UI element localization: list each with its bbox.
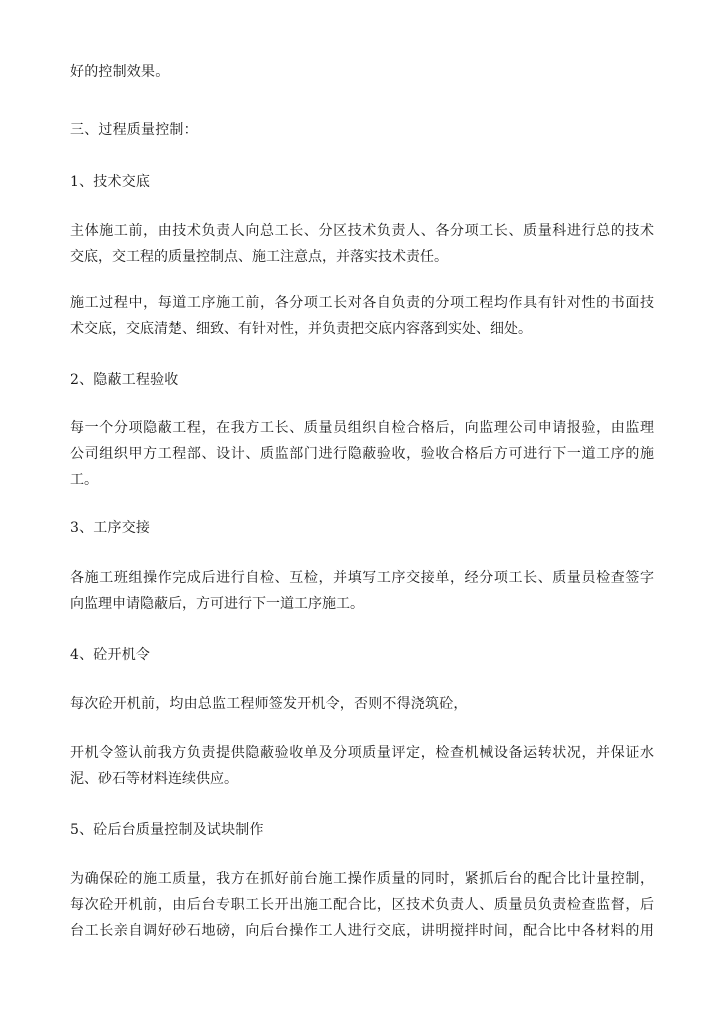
subheading-technical-disclosure: 1、技术交底	[70, 174, 151, 190]
paragraph-line: 向监理申请隐蔽后，方可进行下一道工序施工。	[70, 596, 364, 612]
paragraph-line: 泥、砂石等材料连续供应。	[70, 771, 238, 787]
paragraph-line: 交底，交工程的质量控制点、施工注意点，并落实技术责任。	[70, 249, 448, 265]
subheading-backstage-quality-control: 5、砼后台质量控制及试块制作	[70, 822, 264, 838]
paragraph-process-handover	[70, 565, 654, 617]
paragraph-concrete-start-order-1: 每次砼开机前，均由总监工程师签发开机令，否则不得浇筑砼，	[70, 696, 468, 712]
paragraph-line: 术交底，交底清楚、细致、有针对性，并负责把交底内容落到实处、细处。	[70, 321, 532, 337]
paragraph-line: 为确保砼的施工质量，我方在抓好前台施工操作质量的同时，紧抓后台的配合比计量控制，	[70, 871, 654, 887]
paragraph-line: 各施工班组操作完成后进行自检、互检，并填写工序交接单，经分项工长、质量员检查签字	[70, 570, 654, 586]
paragraph-line: 施工过程中，每道工序施工前，各分项工长对各自负责的分项工程均作具有针对性的书面技	[70, 295, 654, 311]
paragraph-technical-disclosure-1	[70, 218, 654, 270]
paragraph-technical-disclosure-2	[70, 290, 654, 342]
paragraph-line: 开机令签认前我方负责提供隐蔽验收单及分项质量评定，检查机械设备运转状况，并保证水	[70, 745, 654, 761]
paragraph-backstage-quality-control	[70, 866, 654, 944]
paragraph-line: 每一个分项隐蔽工程，在我方工长、质量员组织自检合格后，向监理公司申请报验，由监理	[70, 420, 654, 436]
paragraph-line: 每次砼开机前，由后台专职工长开出施工配合比，区技术负责人、质量员负责检查监督，后	[70, 897, 654, 913]
paragraph-concealed-work-acceptance	[70, 415, 654, 493]
paragraph-line: 主体施工前，由技术负责人向总工长、分区技术负责人、各分项工长、质量科进行总的技术	[70, 223, 654, 239]
paragraph-concrete-start-order-2	[70, 740, 654, 792]
subheading-concrete-start-order: 4、砼开机令	[70, 647, 151, 663]
paragraph-line: 台工长亲自调好砂石地磅，向后台操作工人进行交底，讲明搅拌时间，配合比中各材料的用	[70, 923, 654, 939]
subheading-process-handover: 3、工序交接	[70, 520, 151, 536]
text-line-continuation: 好的控制效果。	[70, 64, 170, 80]
paragraph-line: 工。	[70, 472, 98, 488]
subheading-concealed-work-acceptance: 2、隐蔽工程验收	[70, 372, 179, 388]
paragraph-line: 公司组织甲方工程部、设计、质监部门进行隐蔽验收，验收合格后方可进行下一道工序的施	[70, 446, 654, 462]
section-heading-process-quality-control: 三、过程质量控制：	[70, 122, 198, 138]
